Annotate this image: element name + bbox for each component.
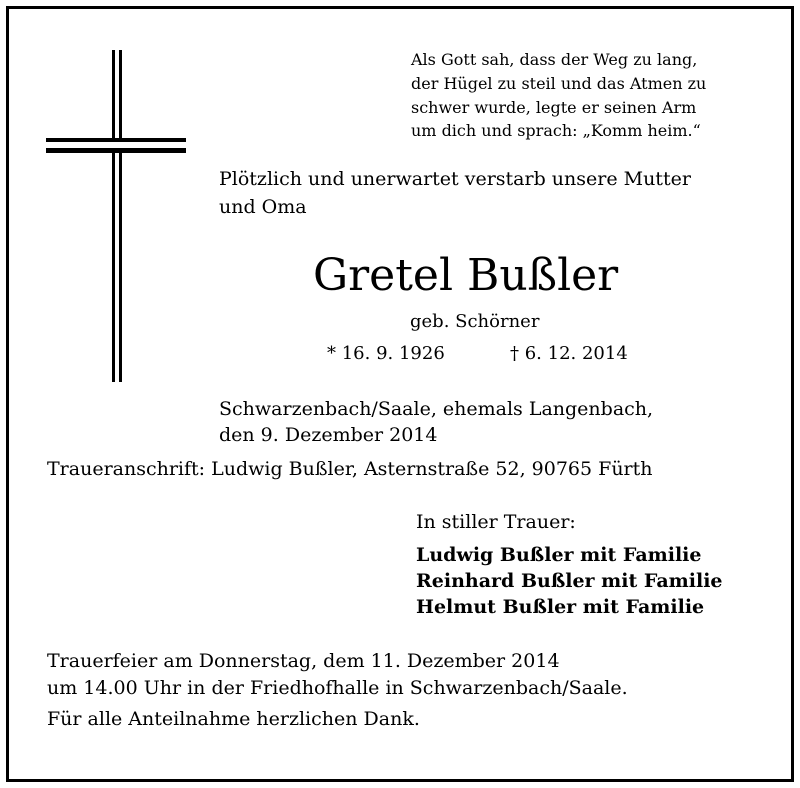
mourner-name: Helmut Bußler mit Familie — [416, 596, 705, 618]
service-line: um 14.00 Uhr in der Friedhofhalle in Schwarzenbach/Saale. — [47, 677, 628, 699]
mourning-address: Traueranschrift: Ludwig Bußler, Asternstraße 52, 90765 Fürth — [47, 458, 653, 480]
birth-date: * 16. 9. 1926 — [327, 343, 445, 364]
mourner-name: Ludwig Bußler mit Familie — [416, 544, 702, 566]
mourners-heading: In stiller Trauer: — [416, 511, 576, 533]
quote-line: schwer wurde, legte er seinen Arm — [411, 98, 697, 117]
cross-horizontal-beam — [46, 138, 186, 153]
cross-vertical-beam — [112, 50, 122, 382]
intro-line: Plötzlich und unerwartet verstarb unsere Mutter — [219, 168, 691, 190]
mourner-name: Reinhard Bußler mit Familie — [416, 570, 723, 592]
deceased-name: Gretel Bußler — [313, 250, 619, 301]
intro-line: und Oma — [219, 196, 307, 218]
death-date: † 6. 12. 2014 — [510, 343, 628, 364]
thanks-line: Für alle Anteilnahme herzlichen Dank. — [47, 708, 420, 730]
maiden-name: geb. Schörner — [410, 311, 540, 332]
place-line: Schwarzenbach/Saale, ehemals Langenbach, — [219, 398, 654, 420]
date-line: den 9. Dezember 2014 — [219, 424, 438, 446]
quote-line: um dich und sprach: „Komm heim.“ — [411, 121, 701, 140]
service-line: Trauerfeier am Donnerstag, dem 11. Dezember 2014 — [47, 650, 560, 672]
quote-line: der Hügel zu steil und das Atmen zu — [411, 74, 707, 93]
quote-line: Als Gott sah, dass der Weg zu lang, — [411, 50, 698, 69]
